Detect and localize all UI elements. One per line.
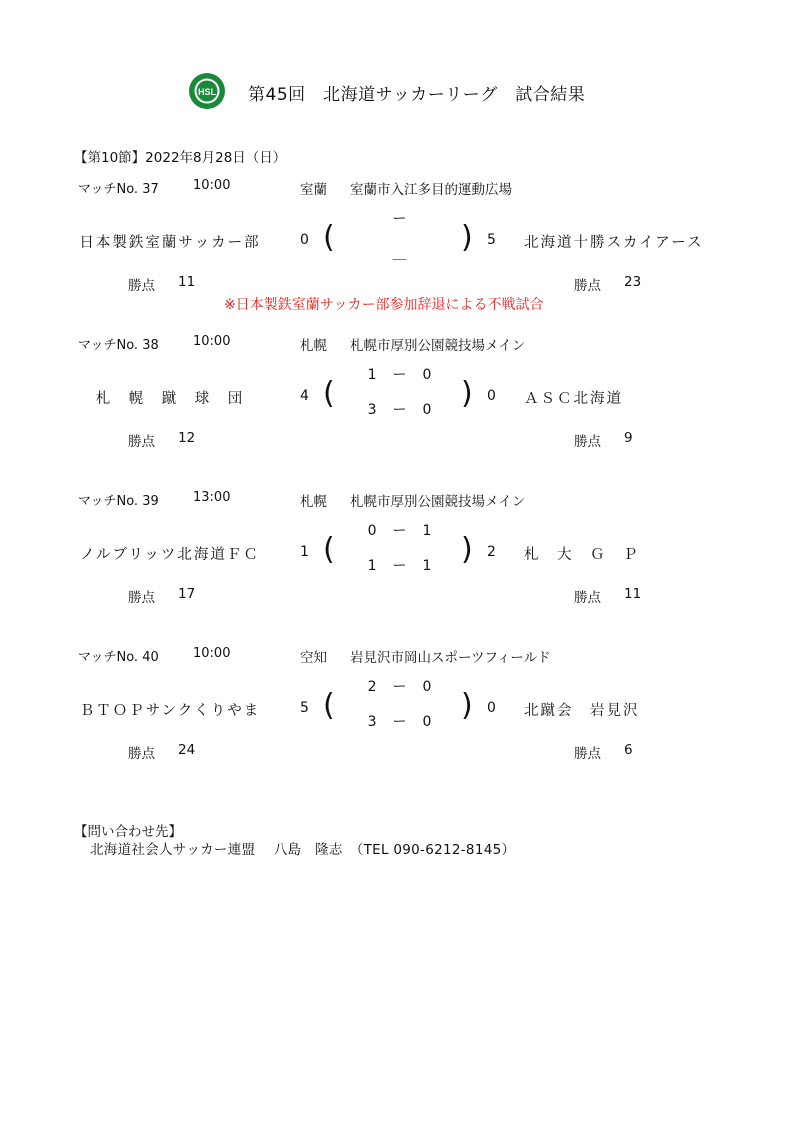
home-score: 4 [300,388,309,404]
match-area: 札幌 [300,338,327,354]
home-points: 24 [178,742,196,758]
second-half-score: ＿ [392,246,408,262]
away-points-label: 勝点 [574,278,601,294]
away-points: 9 [624,430,633,446]
away-points-label: 勝点 [574,590,601,606]
forfeit-note: ※日本製鉄室蘭サッカー部参加辞退による不戦試合 [224,297,544,313]
first-half-score: 2 ー 0 [367,679,433,695]
score-bracket-left: ( [323,688,335,723]
second-half-score: 3 ー 0 [367,402,433,418]
match-venue: 室蘭市入江多目的運動広場 [350,182,512,198]
match-block [0,490,800,630]
first-half-score: 1 ー 0 [367,367,433,383]
score-bracket-right: ) [461,220,473,255]
contact-line: 北海道社会人サッカー連盟 八島 隆志 （TEL 090-6212-8145） [90,842,516,858]
kickoff-time: 10:00 [193,178,231,193]
contact-heading: 【問い合わせ先】 [74,824,182,840]
match-area: 室蘭 [300,182,327,198]
score-bracket-right: ) [461,532,473,567]
match-number: マッチNo. 38 [78,338,159,353]
away-team: ＡＳＣ北海道 [524,391,623,407]
away-points: 6 [624,742,633,758]
home-score: 5 [300,700,309,716]
away-score: 0 [487,700,496,716]
home-team: ノルブリッツ北海道ＦＣ [80,547,260,563]
away-score: 2 [487,544,496,560]
kickoff-time: 10:00 [193,646,231,661]
away-points: 11 [624,586,642,602]
kickoff-time: 10:00 [193,334,231,349]
home-points-label: 勝点 [128,746,155,762]
home-points: 17 [178,586,196,602]
home-points: 11 [178,274,196,290]
home-team: 日本製鉄室蘭サッカー部 [79,235,261,251]
second-half-score: 1 ー 1 [367,558,433,574]
home-team: ＢＴＯＰサンクくりやま [79,703,261,719]
match-number: マッチNo. 37 [78,182,159,197]
league-logo [188,72,226,110]
away-team: 札 大 Ｇ Ｐ [524,547,640,563]
match-number: マッチNo. 40 [78,650,159,665]
score-bracket-right: ) [461,688,473,723]
match-venue: 札幌市厚別公園競技場メイン [350,494,526,510]
match-block [0,178,800,318]
match-number: マッチNo. 39 [78,494,159,509]
home-points: 12 [178,430,196,446]
score-bracket-left: ( [323,376,335,411]
home-points-label: 勝点 [128,590,155,606]
match-block [0,334,800,474]
score-bracket-left: ( [323,220,335,255]
match-venue: 札幌市厚別公園競技場メイン [350,338,526,354]
match-area: 空知 [300,650,327,666]
match-venue: 岩見沢市岡山スポーツフィールド [350,650,551,666]
score-bracket-right: ) [461,376,473,411]
away-team: 北蹴会 岩見沢 [524,703,640,719]
first-half-score: 0 ー 1 [367,523,433,539]
away-points: 23 [624,274,642,290]
away-team: 北海道十勝スカイアース [524,235,704,251]
home-points-label: 勝点 [128,278,155,294]
home-team: 札 幌 蹴 球 団 [95,391,245,407]
home-points-label: 勝点 [128,434,155,450]
page-title: 第45回 北海道サッカーリーグ 試合結果 [248,85,586,105]
home-score: 0 [300,232,309,248]
first-half-score: ー [392,211,408,227]
second-half-score: 3 ー 0 [367,714,433,730]
logo-text: HSL [198,87,216,97]
kickoff-time: 13:00 [193,490,231,505]
away-points-label: 勝点 [574,434,601,450]
away-score: 5 [487,232,496,248]
match-block [0,646,800,786]
home-score: 1 [300,544,309,560]
match-area: 札幌 [300,494,327,510]
away-score: 0 [487,388,496,404]
round-heading: 【第10節】2022年8月28日（日） [74,150,287,166]
away-points-label: 勝点 [574,746,601,762]
score-bracket-left: ( [323,532,335,567]
